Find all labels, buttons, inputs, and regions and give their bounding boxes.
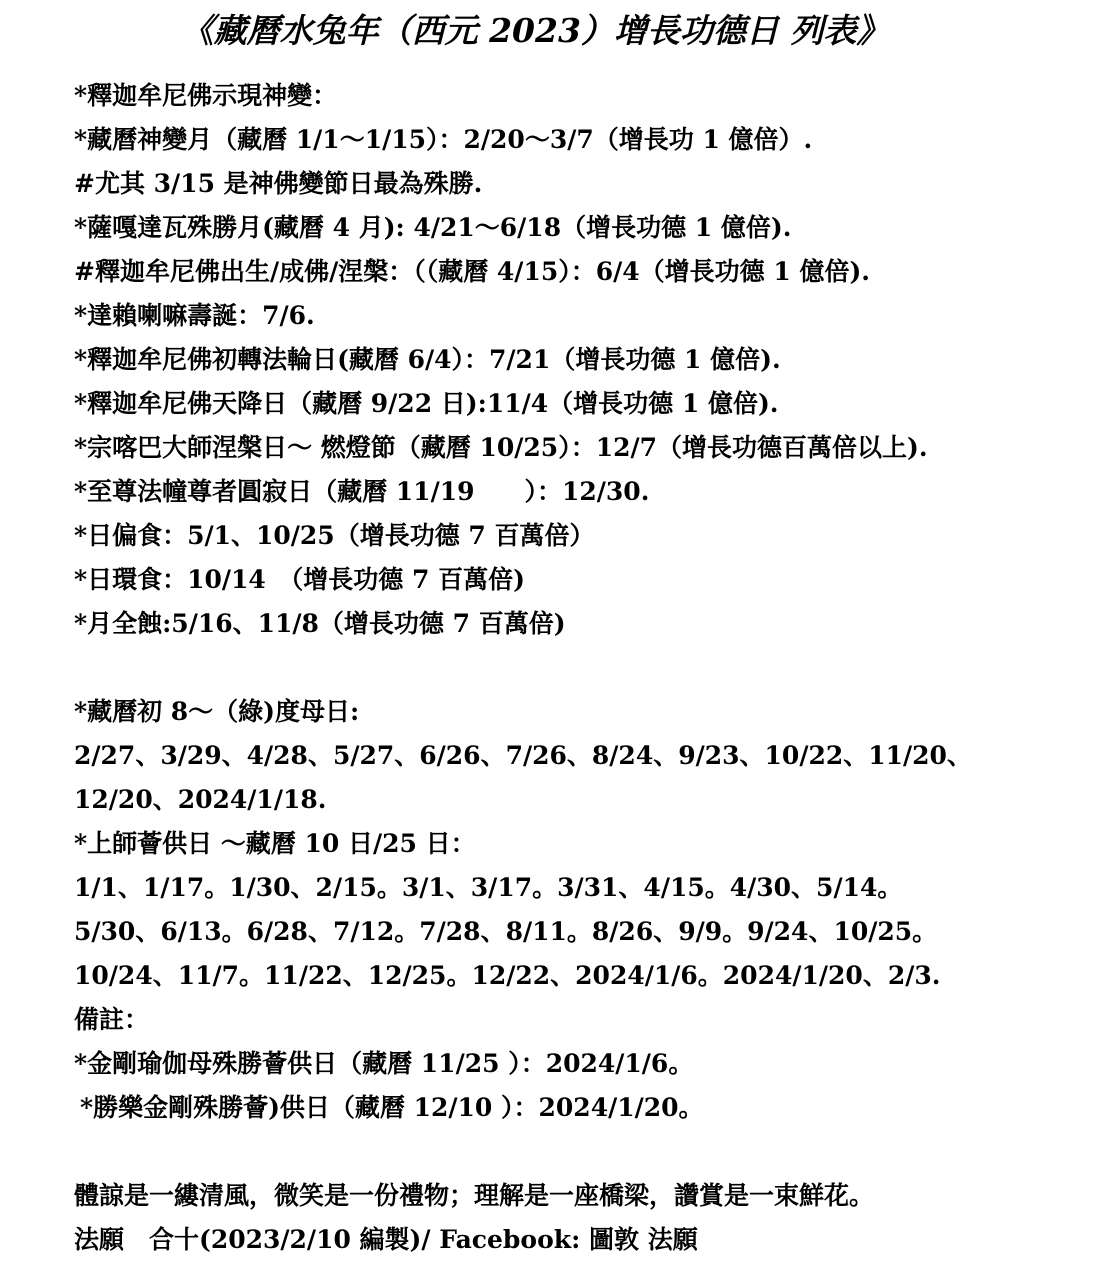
guru-puja-dates-line-3: 10/24、11/7。11/22、12/25。12/22、2024/1/6。2024/1/20、2/3. xyxy=(74,961,941,990)
list-item-miracle-day-note: #尤其 3/15 是神佛變節日最為殊勝. xyxy=(74,169,483,198)
closing-quote: 體諒是一縷清風，微笑是一份禮物；理解是一座橋梁，讚賞是一束鮮花。 xyxy=(74,1181,875,1210)
list-item-descent-from-heaven: *釋迦牟尼佛天降日（藏曆 9/22 日):11/4（增長功德 1 億倍). xyxy=(74,389,779,418)
section-heading-guru-puja: *上師薈供日 ～藏曆 10 日/25 日： xyxy=(74,829,476,858)
guru-puja-dates-line-2: 5/30、6/13。6/28、7/12。7/28、8/11。8/26、9/9。9/24、10/25。 xyxy=(74,917,938,946)
list-item-total-lunar-eclipse: *月全蝕:5/16、11/8（增長功德 7 百萬倍) xyxy=(74,609,566,638)
spacer xyxy=(74,1130,1104,1174)
spacer xyxy=(74,646,1104,690)
note-vajrayogini-puja: *金剛瑜伽母殊勝薈供日（藏曆 11/25 ）：2024/1/6。 xyxy=(74,1049,694,1078)
note-chakrasamvara-puja: *勝樂金剛殊勝薈)供日（藏曆 12/10 ）：2024/1/20。 xyxy=(80,1093,704,1122)
list-item-buddha-birth-enlightenment: #釋迦牟尼佛出生/成佛/涅槃：（（藏曆 4/15）：6/4（增長功德 1 億倍). xyxy=(74,257,870,286)
list-item-tsongkhapa-lamp-festival: *宗喀巴大師涅槃日～ 燃燈節（藏曆 10/25）：12/7（增長功德百萬倍以上). xyxy=(74,433,928,462)
document-body xyxy=(74,74,1104,1262)
list-item-first-turning-wheel: *釋迦牟尼佛初轉法輪日(藏曆 6/4）：7/21（增長功德 1 億倍). xyxy=(74,345,781,374)
tara-dates-line-2: 12/20、2024/1/18. xyxy=(74,785,327,814)
list-item-dharma-banner-venerable: *至尊法幢尊者圓寂日（藏曆 11/19 ）：12/30. xyxy=(74,477,650,506)
section-heading-tara-day: *藏曆初 8～（綠)度母日: xyxy=(74,697,360,726)
author-signature: 法願 合十(2023/2/10 編製)/ Facebook: 圖敦 法願 xyxy=(74,1225,698,1254)
section-heading-shakyamuni-miracles: *釋迦牟尼佛示現神變： xyxy=(74,81,338,110)
list-item-dalai-lama-birthday: *達賴喇嘛壽誕：7/6. xyxy=(74,301,315,330)
list-item-saga-dawa-month: *薩嘎達瓦殊勝月(藏曆 4 月): 4/21～6/18（增長功德 1 億倍). xyxy=(74,213,792,242)
guru-puja-dates-line-1: 1/1、1/17。1/30、2/15。3/1、3/17。3/31、4/15。4/30、5/14。 xyxy=(74,873,903,902)
document-title: 《藏曆水兔年（西元 2023）增長功德日 列表》 xyxy=(180,11,890,50)
tara-dates-line-1: 2/27、3/29、4/28、5/27、6/26、7/26、8/24、9/23、10/22、11/20、 xyxy=(74,741,972,770)
notes-heading: 備註： xyxy=(74,1005,150,1034)
list-item-miracle-month: *藏曆神變月（藏曆 1/1～1/15）：2/20～3/7（增長功 1 億倍）. xyxy=(74,125,813,154)
list-item-partial-solar-eclipse: *日偏食：5/1、10/25（增長功德 7 百萬倍） xyxy=(74,521,595,550)
list-item-annular-solar-eclipse: *日環食：10/14 （增長功德 7 百萬倍) xyxy=(74,565,525,594)
